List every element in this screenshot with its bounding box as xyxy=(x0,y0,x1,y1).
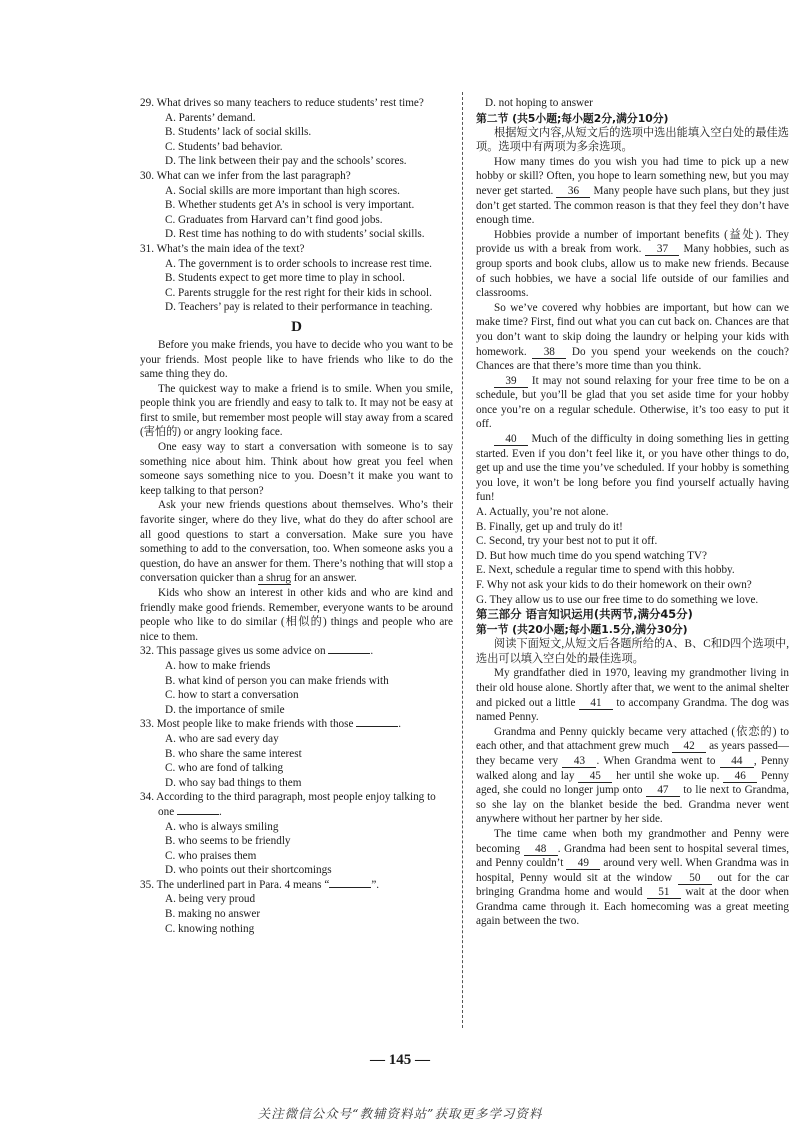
page-number: — 145 — xyxy=(370,1052,430,1068)
choice-a: A. Actually, you’re not alone. xyxy=(476,506,609,519)
q35-option-a: A. being very proud xyxy=(165,893,256,906)
passage-d-para-1: Before you make friends, you have to decide who you want to be your friends. Most people like to have friends who like to do the same thing they do. xyxy=(140,338,453,381)
hobby-para-2: Hobbies provide a number of important benefits (益处). They provide us with a break from work. 37 Many hobbies, such as group sports and book clubs, allow us to make new friends. Because of such hobbies, we have a social life outside of our families and classrooms. xyxy=(476,228,790,300)
q29-option-c: C. Students’ bad behavior. xyxy=(165,140,283,153)
blank-51: 51 xyxy=(647,886,681,899)
blank-37: 37 xyxy=(645,243,679,256)
passage-d-para-5: Kids who show an interest in other kids and who are kind and friendly make good friends. Remember, everyone wants to be around people who like to do similar (相似的) things and people who are nice to them. xyxy=(140,587,453,643)
blank-48: 48 xyxy=(524,843,558,856)
blank-49: 49 xyxy=(566,857,600,870)
q33-option-d: D. who say bad things to them xyxy=(165,776,302,789)
blank-47: 47 xyxy=(646,784,680,797)
passage-d-para-4: Ask your new friends questions about themselves. Who’s their favorite singer, where do they live, what do they do after school are all good questions to start a conversation. Make sure you have something to add to the conversation, too. When someone asks you a question, do have an answer for them. There’s nothing that will stop a conversation quicker than a shrug for an answer. xyxy=(140,499,453,585)
q33-option-a: A. who are sad every day xyxy=(165,732,279,745)
q35-option-d: D. not hoping to answer xyxy=(485,97,593,109)
q32-option-c: C. how to start a conversation xyxy=(165,689,299,702)
blank-50: 50 xyxy=(678,872,712,885)
blank-46: 46 xyxy=(723,770,757,783)
question-32-stem: 32. This passage gives us some advice on . xyxy=(140,645,374,658)
hobby-para-1: How many times do you wish you had time to pick up a new hobby or skill? Often, you hope to learn something new, but you may never get started. 36 Many people have such plans, but they just don’t get started. The common reason is that they feel they don’t have enough time. xyxy=(476,155,789,227)
q33-option-c: C. who are fond of talking xyxy=(165,762,284,775)
q31-option-a: A. The government is to order schools to increase rest time. xyxy=(165,257,432,270)
section-2-heading: 第二节 (共5小题;每小题2分,满分10分) xyxy=(476,111,669,125)
q30-option-a: A. Social skills are more important than high scores. xyxy=(165,184,400,197)
choice-d: D. But how much time do you spend watching TV? xyxy=(476,549,707,562)
question-35-stem: 35. The underlined part in Para. 4 means “ ”. xyxy=(140,878,380,891)
q33-option-b: B. who share the same interest xyxy=(165,747,302,760)
footer-note: 关注微信公众号“教辅资料站”获取更多学习资料 xyxy=(257,1106,543,1121)
q32-option-a: A. how to make friends xyxy=(165,659,271,672)
question-29-stem: 29. What drives so many teachers to reduce students’ rest time? xyxy=(140,97,424,109)
section-1-instructions: 阅读下面短文,从短文后各题所给的A、B、C和D四个选项中,选出可以填入空白处的最佳选项。 xyxy=(476,638,789,665)
answer-blank xyxy=(177,814,219,815)
blank-42: 42 xyxy=(672,740,706,753)
hobby-para-3: So we’ve covered why hobbies are important, but how can we make time? First, find out what you can cut back on. Chances are that you don’t want to skip doing the laundry or helping your kids with homework. 38 Do you spend your weekends on the couch? Chances are that there’s more time than you think. xyxy=(476,301,789,373)
hobby-para-5: 40 Much of the difficulty in doing something lies in getting started. Even if you don’t feel like it, or you have other things to do, get up and use the time you’ve scheduled. If your hobby is something you love, it won’t be long before you find yourself actually having fun! xyxy=(476,433,789,504)
answer-blank xyxy=(329,887,371,888)
question-34-stem: 34. According to the third paragraph, most people enjoy talking to one . xyxy=(140,791,436,818)
q29-option-a: A. Parents’ demand. xyxy=(165,111,256,124)
choice-g: G. They allow us to use our free time to do something we love. xyxy=(476,593,759,606)
passage-d-para-3: One easy way to start a conversation with someone is to say something nice about him. Think about how great you feel when someone says something nice to you. Doesn’t it make you want to keep talking to that person? xyxy=(140,441,453,497)
blank-40: 40 xyxy=(494,433,528,446)
blank-44: 44 xyxy=(720,755,754,768)
choice-b: B. Finally, get up and truly do it! xyxy=(476,520,623,533)
blank-45: 45 xyxy=(578,770,612,783)
q35-option-b: B. making no answer xyxy=(165,908,261,921)
choice-f: F. Why not ask your kids to do their homework on their own? xyxy=(476,579,752,591)
q34-option-a: A. who is always smiling xyxy=(165,820,279,833)
q32-option-d: D. the importance of smile xyxy=(165,703,285,716)
q35-option-c: C. knowing nothing xyxy=(165,922,255,935)
q34-option-c: C. who praises them xyxy=(165,849,257,862)
underlined-phrase: a shrug xyxy=(258,572,291,585)
q30-option-b: B. Whether students get A’s in school is very important. xyxy=(165,199,415,212)
column-divider xyxy=(462,92,463,1028)
q34-option-b: B. who seems to be friendly xyxy=(165,835,291,848)
cloze-para-3: The time came when both my grandmother and Penny were becoming 48 . Grandma had been sent to hospital several times, and Penny couldn’t 49 around very well. When Grandma was in hospital, Penny would sit at the window 50 out for the car bringing Grandma home and would 51 wait at the door when Grandma came through it. Each homecoming was a great meeting again between the two. xyxy=(476,827,789,928)
answer-blank xyxy=(328,653,370,654)
choice-c: C. Second, try your best not to put it off. xyxy=(476,535,658,548)
q31-option-b: B. Students expect to get more time to play in school. xyxy=(165,272,405,285)
q30-option-d: D. Rest time has nothing to do with students’ social skills. xyxy=(165,228,425,241)
blank-38: 38 xyxy=(532,346,566,359)
cloze-para-2: Grandma and Penny quickly became very attached (依恋的) to each other, and that attachment grew much 42 as years passed—they became very 43 . When Grandma went to 44 , Penny walked along and lay 45 her until she woke up. 46 Penny aged, she could no longer jump onto 47 to lie next to Grandma, so she lay on the blanket beside the bed. Grandma never went anywhere without her partner by her side. xyxy=(476,725,789,826)
question-31-stem: 31. What’s the main idea of the text? xyxy=(140,242,305,255)
q31-option-c: C. Parents struggle for the rest right for their kids in school. xyxy=(165,286,432,299)
blank-39: 39 xyxy=(494,375,528,388)
left-column xyxy=(140,96,453,936)
passage-d-title: D xyxy=(291,318,302,335)
q34-option-d: D. who points out their shortcomings xyxy=(165,864,332,877)
choice-e: E. Next, schedule a regular time to spend with this hobby. xyxy=(476,564,735,577)
answer-blank xyxy=(356,726,398,727)
blank-41: 41 xyxy=(579,697,613,710)
hobby-para-4: 39 It may not sound relaxing for your free time to be on a schedule, but you’ll be glad that you set aside time for your hobby once you’re on a regular schedule. Otherwise, it’s too easy to put it off. xyxy=(476,374,789,431)
right-column xyxy=(476,96,789,929)
question-33-stem: 33. Most people like to make friends with those . xyxy=(140,718,402,731)
section-2-instructions: 根据短文内容,从短文后的选项中选出能填入空白处的最佳选项。选项中有两项为多余选项。 xyxy=(476,126,789,154)
q29-option-d: D. The link between their pay and the schools’ scores. xyxy=(165,155,407,168)
q31-option-d: D. Teachers’ pay is related to their performance in teaching. xyxy=(165,301,433,314)
question-30-stem: 30. What can we infer from the last paragraph? xyxy=(140,169,351,182)
section-1-heading: 第一节 (共20小题;每小题1.5分,满分30分) xyxy=(476,623,688,637)
q32-option-b: B. what kind of person you can make friends with xyxy=(165,674,389,687)
part-3-heading: 第三部分 语言知识运用(共两节,满分45分) xyxy=(476,607,693,622)
cloze-para-1: My grandfather died in 1970, leaving my grandmother living in their old house alone. Shortly after that, we went to the animal shelter and picked out a little 41 to accompany Grandma. The dog was named Penny. xyxy=(476,667,789,724)
q30-option-c: C. Graduates from Harvard can’t find good jobs. xyxy=(165,213,383,226)
q29-option-b: B. Students’ lack of social skills. xyxy=(165,126,312,139)
blank-43: 43 xyxy=(562,755,596,768)
passage-d-para-2: The quickest way to make a friend is to smile. When you smile, people think you are friendly and easy to talk to. It may not be easy at first to smile, but remember most people will stay away from a scared (害怕的) or angry looking face. xyxy=(140,382,453,439)
blank-36: 36 xyxy=(556,185,590,198)
